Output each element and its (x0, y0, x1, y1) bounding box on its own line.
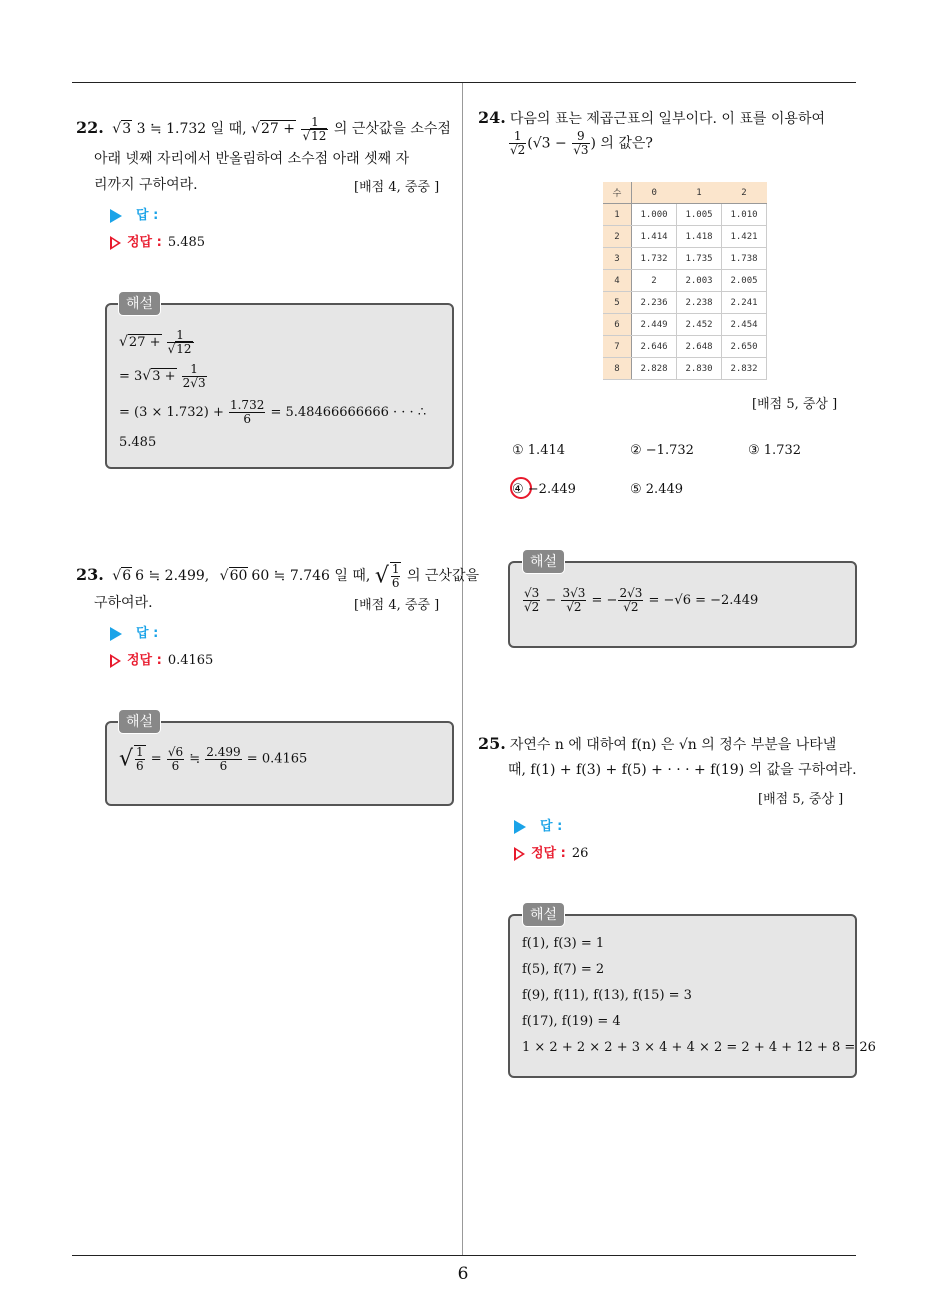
q25-sol-line: 1 × 2 + 2 × 2 + 3 × 4 + 4 × 2 = 2 + 4 + 12 + 8 = 26 (522, 1040, 876, 1055)
q22-number: 22. (76, 118, 104, 137)
choice-3[interactable]: ③ 1.732 (748, 443, 802, 458)
q25-sol-line: f(17), f(19) = 4 (522, 1014, 621, 1029)
q25-solution-tag: 해설 (522, 902, 565, 927)
choice-1[interactable]: ① 1.414 (512, 443, 566, 458)
q23-number: 23. (76, 565, 104, 584)
header-rule (72, 82, 856, 83)
table-row: 7 2.646 2.648 2.650 (603, 336, 767, 358)
q22-correct-value: 5.485 (167, 235, 206, 250)
table-header-cell: 1 (677, 182, 722, 204)
q22-given: 3 3 ≒ 1.732 일 때, (122, 121, 247, 137)
table-header-cell: 0 (632, 182, 677, 204)
q23-solution-tag: 해설 (118, 709, 161, 734)
q25-sol-line: f(5), f(7) = 2 (522, 962, 605, 977)
q24-score: [배점 5, 중상 ] (752, 397, 838, 412)
q22-sol-line3: = (3 × 1.732) + $\frac{1.732}{6}$ = 5.48466666666 · · · ∴ (119, 398, 427, 426)
q22-sol-line4: 5.485 (119, 435, 157, 450)
q22-answer-field[interactable]: 답 : (110, 204, 158, 223)
q25-number: 25. (478, 734, 506, 753)
table-header-row (603, 182, 767, 204)
q23-answer-field[interactable]: 답 : (110, 622, 158, 641)
q23-line2: 구하여라. (94, 595, 153, 611)
q25-line2: 때, f(1) + f(3) + f(5) + · · · + f(19) 의 값을 구하여라. (508, 762, 857, 778)
q24-line2: $\frac{1}{√2}$ (√3 − $\frac{9}{√3}$ ) 의 값은? (510, 129, 653, 157)
q25-answer-field[interactable]: 답 : (514, 815, 562, 834)
q25-score: [배점 5, 중상 ] (758, 792, 844, 807)
q22-solution-box (105, 303, 454, 469)
q22-sol-line2: = 3√3 + $\frac{1}{2√3}$ (119, 362, 206, 390)
q25-sol-line: f(1), f(3) = 1 (522, 936, 605, 951)
q24-line1: 24. 다음의 표는 제곱근표의 일부이다. 이 표를 이용하여 (478, 108, 825, 127)
q22-correct-answer: 정답 : 5.485 (110, 231, 205, 250)
q22-sol-line1: √27 + $\frac{1}{√12}$ (119, 328, 192, 356)
page-number: 6 (457, 1264, 469, 1284)
table-row: 8 2.828 2.830 2.832 (603, 358, 767, 380)
q22-rest: 의 근삿값을 소수점 (333, 121, 451, 137)
table-header-cell: 수 (603, 182, 632, 204)
play-icon (514, 820, 526, 834)
q24-number: 24. (478, 108, 506, 127)
outline-triangle-icon (514, 847, 525, 861)
column-divider (462, 83, 463, 1255)
footer-rule (72, 1255, 856, 1256)
choice-4[interactable]: ④ −2.449 (512, 482, 576, 497)
q24-solution-tag: 해설 (522, 549, 565, 574)
table-header-cell: 2 (722, 182, 767, 204)
q23-sol-line: √ $\frac{1}{6}$ = $\frac{√6}{6}$ ≒ $\frac{2.499}{6}$ = 0.4165 (119, 744, 308, 773)
q24-sol-line: $\frac{√3}{√2}$ − $\frac{3√3}{√2}$ = − $\frac{2√3}{√2}$ = −√6 = −2.449 (524, 586, 759, 614)
q23-correct-answer: 정답 : 0.4165 (110, 649, 213, 668)
q25-correct-answer: 정답 : 26 (514, 842, 588, 861)
table-row: 1 1.000 1.005 1.010 (603, 204, 767, 226)
play-icon (110, 627, 122, 641)
table-row: 4 2 2.003 2.005 (603, 270, 767, 292)
q22-frac: $\frac{1}{√12}$ (302, 114, 327, 143)
table-row: 2 1.414 1.418 1.421 (603, 226, 767, 248)
q22-line3: 리까지 구하여라. (94, 177, 198, 193)
q25-solution-box (508, 914, 876, 1078)
q24-solution-box (508, 561, 857, 648)
q23-score: [배점 4, 중중 ] (354, 598, 440, 613)
q23-line1: 23. √6 6 ≒ 2.499, √60 60 ≒ 7.746 일 때, √ $\frac{1}{6}$ 의 근삿값을 (76, 562, 480, 590)
play-icon (110, 209, 122, 223)
q22-line1: 22. √3 3 ≒ 1.732 일 때, √27 + $\frac{1}{√12}$ 의 근삿값을 소수점 (76, 114, 451, 143)
q22-score: [배점 4, 중중 ] (354, 180, 440, 195)
q22-line2: 아래 넷째 자리에서 반올림하여 소수점 아래 셋째 자 (94, 151, 410, 167)
table-row: 6 2.449 2.452 2.454 (603, 314, 767, 336)
q22-solution-tag: 해설 (118, 291, 161, 316)
square-root-table (603, 182, 767, 380)
outline-triangle-icon (110, 654, 121, 668)
q22-expr: 27 + (261, 121, 295, 137)
q25-sol-line: f(9), f(11), f(13), f(15) = 3 (522, 988, 692, 1003)
choice-2[interactable]: ② −1.732 (630, 443, 694, 458)
table-row: 5 2.236 2.238 2.241 (603, 292, 767, 314)
q25-line1: 25. 자연수 n 에 대하여 f(n) 은 √n 의 정수 부분을 나타낼 (478, 734, 837, 753)
table-row: 3 1.732 1.735 1.738 (603, 248, 767, 270)
choice-5[interactable]: ⑤ 2.449 (630, 482, 684, 497)
outline-triangle-icon (110, 236, 121, 250)
